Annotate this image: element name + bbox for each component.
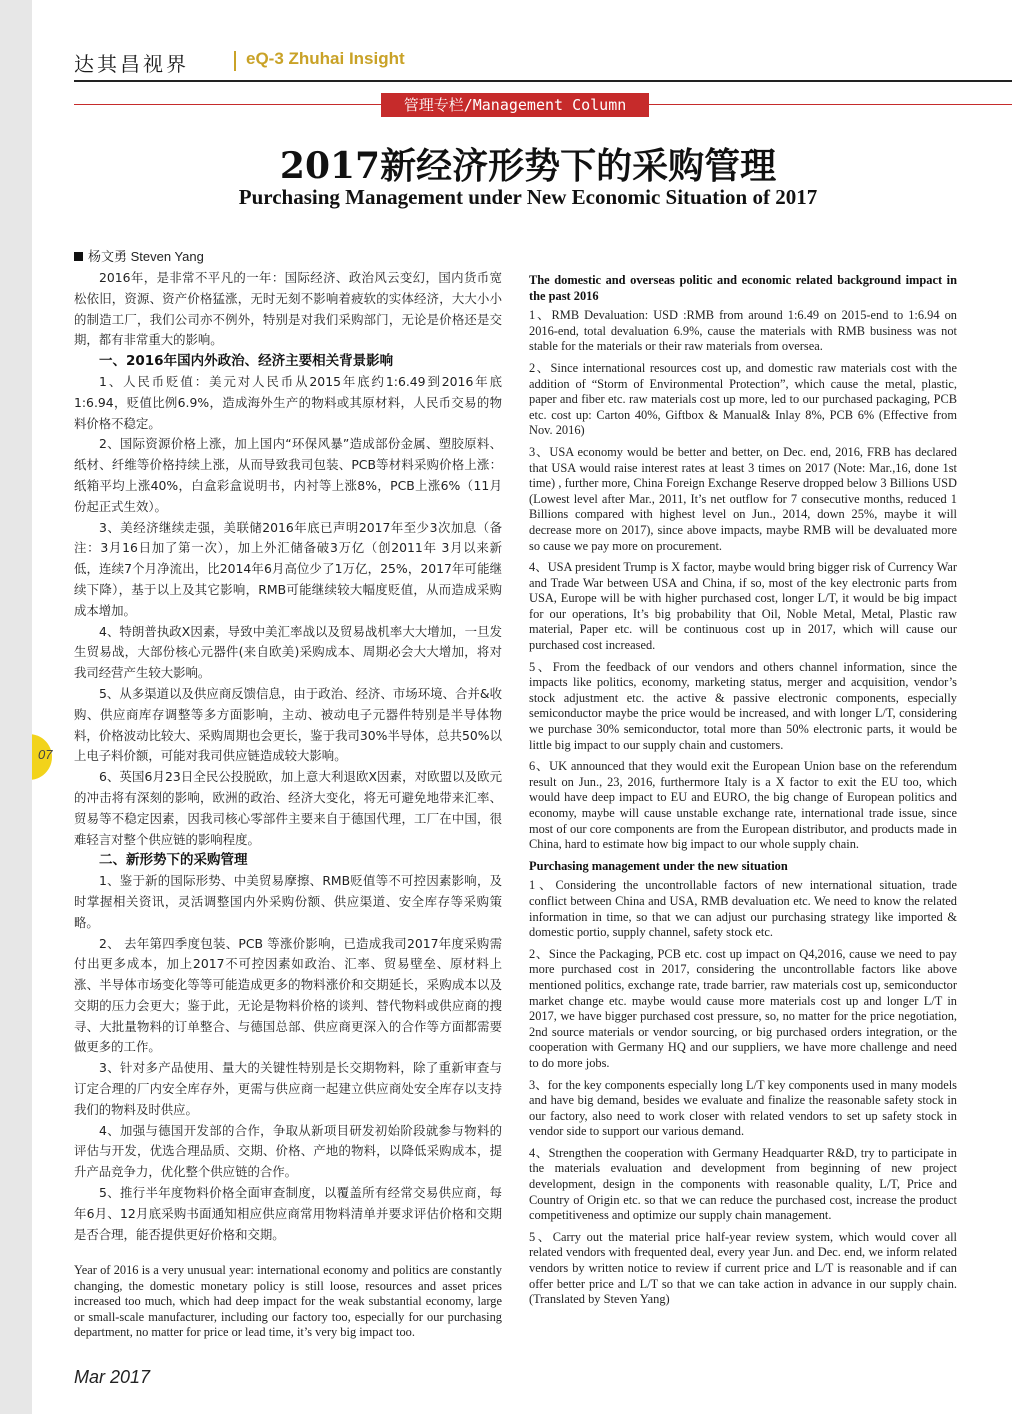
body-paragraph-en: 1、Considering the uncontrollable factors of new international situation, trade conflict between China and USA, RMB devaluation etc. We need to know the related information in time, so that we can adjust our purchasing strategy like imported & domestic portio, supply channel, safety stock etc.: [529, 878, 957, 940]
body-paragraph-en: 2、Since international resources cost up, and domestic raw materials cost with the addition of “Storm of Environmental Protection”, which cause the metal, plastic, paper and fiber etc. raw materials cost up more, led to our purchased packaging, PCB etc. cost up: Carton 40%, Giftbox & Manual& Inlay 8%, PCB 6% (Effective from Nov. 2016): [529, 360, 957, 438]
body-paragraph-en: 3、for the key components especially long L/T key components used in many models and have big demand, besides we evaluate and finalize the reasonable safety stock in our factory, also need to work closer with related vendors to set up safety stock in vendor side to support our various demand.: [529, 1077, 957, 1139]
body-paragraph: 1、鉴于新的国际形势、中美贸易摩擦、RMB贬值等不可控因素影响，及时掌握相关资讯，灵活调整国内外采购份额、供应渠道、安全库存等采购策略。: [74, 873, 502, 930]
body-paragraph: 2、 去年第四季度包装、PCB 等涨价影响，已造成我司2017年度采购需付出更多成本，加上2017不可控因素如政治、汇率、贸易壁垒、原材料上涨、半导体市场变化等等可能造成更多的物料涨价和交期延长，采购成本以及交期的压力会更大；鉴于此，无论是物料价格的谈判、替代物料或供应商的搜寻、大批量物料的订单整合、与德国总部、供应商更深入的合作等方面都需要做更多的工作。: [74, 935, 502, 1055]
magazine-header: [74, 48, 1012, 78]
article-title-en: Purchasing Management under New Economic Situation of 2017: [238, 185, 818, 209]
header-title-en: eQ-3 Zhuhai Insight: [246, 49, 405, 68]
issue-date: Mar 2017: [74, 1367, 151, 1387]
section-heading-en-2: Purchasing management under the new situation: [529, 858, 788, 873]
body-paragraph: 4、加强与德国开发部的合作，争取从新项目研发初始阶段就参与物料的评估与开发，优选合理品质、交期、价格、产地的物料，以降低采购成本，提升产品竞争力，优化整个供应链的合作。: [74, 1122, 502, 1180]
header-rule: [74, 80, 1012, 82]
body-paragraph-en: 5、Carry out the material price half-year review system, which would cover all related vendors with frequented deal, every year Jun. and Dec. end, we inform related vendors by written notice to review if current price and L/T is reasonable and if can offer better price and L/T so that we can take action in advance in our supply chain. (Translated by Steven Yang): [529, 1229, 957, 1307]
section-heading-2: 二、新形势下的采购管理: [99, 852, 248, 869]
section-heading-en-1: The domestic and overseas politic and economic related background impact in the past 2016: [529, 273, 957, 303]
left-column-zh: [74, 268, 502, 1245]
author-byline: [74, 246, 204, 265]
author-name: 杨文勇 Steven Yang: [88, 249, 204, 264]
section-heading-1: 一、2016年国内外政治、经济主要相关背景影响: [99, 353, 394, 370]
body-paragraph: 5、从多渠道以及供应商反馈信息，由于政治、经济、市场环境、合并&收购、供应商库存调整等多方面影响，主动、被动电子元器件特别是半导体物料，价格波动比较大、采购周期也会更长，鉴于我司30%半导体，总共50%以上电子料价额，可能对我司供应链造成较大影响。: [74, 685, 502, 764]
body-paragraph-en: 2、Since the Packaging, PCB etc. cost up impact on Q4,2016, cause we need to pay more purchased cost in 2017, considering the uncontrollable factors like above mentioned politics, exchange rate, trade barrier, raw materials cost up, semiconductor market change etc. maybe would cause more materials cost up and longer L/T in 2017, we have bigger purchased cost pressure, so, no matter for the price negotiation, 2nd source materials or vendor sourcing, or big purchased orders integration, or the cooperation with Germany HQ and our suppliers, we have more challenge and need to do more jobs.: [529, 946, 957, 1070]
body-paragraph-en: 5、From the feedback of our vendors and others channel information, since the impacts like politics, economy, marketing status, merger and acquisition, vendor’s stock adjustment etc. the active & passive electronic components, especially semiconductor maybe the price would be increased, and with longer L/T, considering we purchase 30% semiconductor, total more than 50% electronic parts, it would be little big impact to our supply chain and customers.: [529, 659, 957, 752]
body-paragraph: 3、美经济继续走强，美联储2016年底已声明2017年至少3次加息（备注：3月16日加了第一次），加上外汇储备破3万亿（创2011年 3月以来新低，连续7个月净流出，比2014年6月高位少了1万亿，25%，2017年可能继续下降），基于以上及其它影响，RMB可能继续较大幅度贬值，从而造成采购成本增加。: [74, 519, 502, 618]
left-column-en-intro: [74, 1263, 502, 1341]
body-paragraph: 3、针对多产品使用、量大的关键性特别是长交期物料，除了重新审查与订定合理的厂内安全库存外，更需与供应商一起建立供应商处安全库存以支持我们的物料及时供应。: [74, 1060, 502, 1117]
magazine-page: [32, 0, 1024, 1414]
column-tag: 管理专栏/Management Column: [381, 93, 649, 117]
body-paragraph-en: 4、Strengthen the cooperation with Germany Headquarter R&D, try to participate in the materials evaluation and development from beginning of new project development, design in the components with reasonable quality, L/T, Price and Country of Origin etc. so that we can reduce the purchased cost, increase the product competitiveness and optimize our supply chain management.: [529, 1145, 957, 1223]
header-title-zh: 达其昌视界: [74, 52, 189, 76]
header-separator: [234, 51, 236, 71]
page-number: 07: [38, 747, 53, 762]
body-paragraph: 6、英国6月23日全民公投脱欧，加上意大利退欧X因素，对欧盟以及欧元的冲击将有深刻的影响，欧洲的政治、经济大变化，将无可避免地带来汇率、贸易等不稳定因素，因我司核心零部件主要来自于德国代理，工厂在中国，很难轻言对整个供应链的影响程度。: [74, 769, 502, 847]
body-paragraph-en: 3、USA economy would be better and better, on Dec. end, 2016, FRB has declared that USA would raise interest rates at least 3 times on 2017 (Note: Mar.,16, done 1st time) , further more, China Foreign Exchange Reserve dropped below 3 Billions USD (Lowest level after Mar., 2011, It’s net outflow for 7 consecutive months, reduced 1 Billions compared with highest level on Jun., 2014, down 25%, maybe it will decrease more on 2017), since above impacts, maybe RMB will be devaluated more so cause we pay more on procurement.: [529, 444, 957, 553]
intro-paragraph: 2016年，是非常不平凡的一年：国际经济、政治风云变幻，国内货币宽松依旧，资源、资产价格猛涨，无时无刻不影响着疲软的实体经济，大大小小的制造工厂，我们公司亦不例外，特别是对我们采购部门，无论是价格还是交期，都有非常重大的影响。: [74, 270, 502, 348]
intro-paragraph-en: Year of 2016 is a very unusual year: international economy and politics are constantly changing, the domestic monetary policy is still loose, resources and asset prices increased too much, which had deep impact for the weak substantial economy, large or small-scale manufacturer, including our factory too, especially for our purchasing department, no matter for price or lead time, it’s very big impact too.: [74, 1263, 502, 1340]
body-paragraph-en: 6、UK announced that they would exit the European Union base on the referendum result on Jun., 23, 2016, furthermore Italy is a X factor to exit the EU too, which would have deep impact to EU and EURO, the big change of European politics and economy, maybe will cause unstable exchange rate, international trade issue, since most of our core components are from the European distributor, and products made in China, hard to estimate how big impact to our whole supply chain.: [529, 759, 957, 852]
body-paragraph: 2、国际资源价格上涨，加上国内“环保风暴”造成部份金属、塑胶原料、纸材、纤维等价格持续上涨，从而导致我司包装、PCB等材料采购价格上涨：纸箱平均上涨40%，白盒彩盒说明书，内衬等上涨8%，PCB上涨6%（11月份起正式生效）。: [74, 436, 502, 514]
body-paragraph: 5、推行半年度物料价格全面审查制度，以覆盖所有经常交易供应商，每年6月、12月底采购书面通知相应供应商常用物料清单并要求评估价格和交期是否合理，能否提供更好价格和交期。: [74, 1185, 502, 1242]
square-bullet-icon: [74, 252, 83, 261]
right-column-en: [529, 273, 957, 1314]
body-paragraph-en: 4、USA president Trump is X factor, maybe would bring bigger risk of Currency War and Trade War between USA and China, if so, most of the key electronic parts from USA, Europe will be with higher purchased cost, longer L/T, it would be big impact for our operations, It’s big probability that Oil, Noble Metal, Metal, Plastic raw material, Paper etc. will be continuous cost up in 2017, which will cause our purchased cost increased.: [529, 560, 957, 653]
body-paragraph-en: 1、RMB Devaluation: USD :RMB from around 1:6.49 on 2015-end to 1:6.94 on 2016-end, total devaluation 6.9%, cause the materials with RMB business was not stable for the materials or their raw materials from oversea.: [529, 308, 957, 354]
article-title-zh: 2017新经济形势下的采购管理: [279, 145, 777, 187]
body-paragraph: 4、特朗普执政X因素，导致中美汇率战以及贸易战机率大大增加，一旦发生贸易战，大部份核心元器件(来自欧美)采购成本、周期必会大大增加，将对我司经营产生较大影响。: [74, 623, 502, 681]
body-paragraph: 1、人民币贬值：美元对人民币从2015年底约1:6.49到2016年底1:6.94，贬值比例6.9%，造成海外生产的物料或其原材料，人民币交易的物料价格不稳定。: [74, 373, 502, 431]
